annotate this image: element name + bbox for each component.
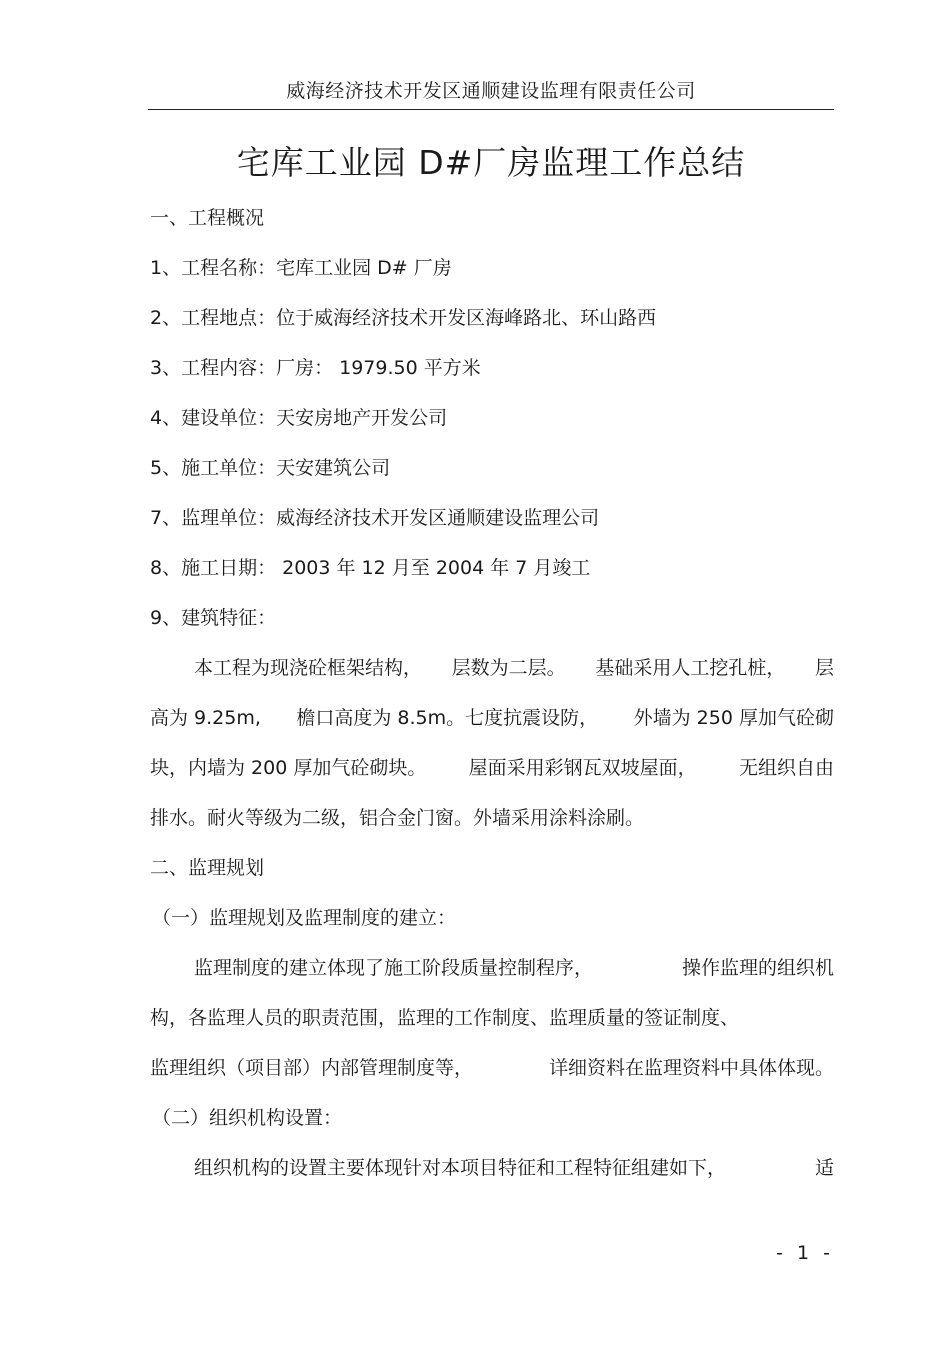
subsection-heading-plan-system: （一）监理规划及监理制度的建立： — [152, 907, 457, 929]
text-segment: 详细资料在监理资料中具体体现。 — [548, 1057, 834, 1079]
document-body — [150, 193, 834, 1193]
text-segment: 监理组织（项目部）内部管理制度等， — [150, 1057, 474, 1079]
text-segment: 排水。耐火等级为二级，铝合金门窗。外墙采用涂料涂刷。 — [150, 807, 645, 829]
paragraph-line — [150, 743, 834, 793]
item-contractor: 5、施工单位：天安建筑公司 — [150, 457, 391, 479]
paragraph-line — [150, 1043, 834, 1093]
paragraph-line — [150, 993, 834, 1043]
document-title: 宅库工业园 D#厂房监理工作总结 — [236, 143, 746, 182]
item-building-features: 9、建筑特征： — [150, 607, 277, 629]
section-heading-supervision-plan: 二、监理规划 — [150, 857, 265, 879]
item-construction-unit: 4、建设单位：天安房地产开发公司 — [150, 407, 448, 429]
text-segment: 无组织自由 — [738, 757, 834, 779]
text-segment: 块，内墙为 200 厚加气砼砌块。 — [150, 757, 427, 779]
item-construction-dates: 8、施工日期： 2003 年 12 月至 2004 年 7 月竣工 — [150, 557, 591, 579]
text-segment: 构，各监理人员的职责范围，监理的工作制度、监理质量的签证制度、 — [150, 1007, 740, 1029]
text-segment: 高为 9.25m, — [150, 707, 261, 729]
page-header-company: 威海经济技术开发区通顺建设监理有限责任公司 — [286, 80, 696, 102]
text-segment: 操作监理的组织机 — [681, 957, 834, 979]
item-supervision-unit: 7、监理单位：威海经济技术开发区通顺建设监理公司 — [150, 507, 600, 529]
text-segment: 檐口高度为 8.5m。七度抗震设防， — [296, 707, 599, 729]
text-segment: 外墙为 250 厚加气砼砌 — [633, 707, 834, 729]
paragraph-line — [150, 1143, 834, 1193]
paragraph-line — [150, 693, 834, 743]
text-segment: 适 — [814, 1157, 834, 1179]
text-segment: 层数为二层。 — [451, 657, 566, 679]
text-segment: 本工程为现浇砼框架结构， — [194, 657, 423, 679]
text-segment: 基础采用人工挖孔桩， — [595, 657, 786, 679]
page-number: - 1 - — [776, 1242, 834, 1264]
item-project-content: 3、工程内容：厂房： 1979.50 平方米 — [150, 357, 481, 379]
text-segment: 屋面采用彩钢瓦双坡屋面， — [468, 757, 697, 779]
text-segment: 监理制度的建立体现了施工阶段质量控制程序， — [194, 957, 594, 979]
item-project-name: 1、工程名称：宅库工业园 D# 厂房 — [150, 257, 452, 279]
header-divider — [148, 109, 834, 110]
text-segment: 组织机构的设置主要体现针对本项目特征和工程特征组建如下， — [194, 1157, 727, 1179]
text-segment: 层 — [814, 657, 834, 679]
paragraph-line — [150, 643, 834, 693]
paragraph-line — [150, 943, 834, 993]
item-project-location: 2、工程地点：位于威海经济技术开发区海峰路北、环山路西 — [150, 307, 657, 329]
subsection-heading-organization: （二）组织机构设置： — [152, 1107, 343, 1129]
paragraph-line — [150, 793, 834, 843]
section-heading-overview: 一、工程概况 — [150, 207, 265, 229]
